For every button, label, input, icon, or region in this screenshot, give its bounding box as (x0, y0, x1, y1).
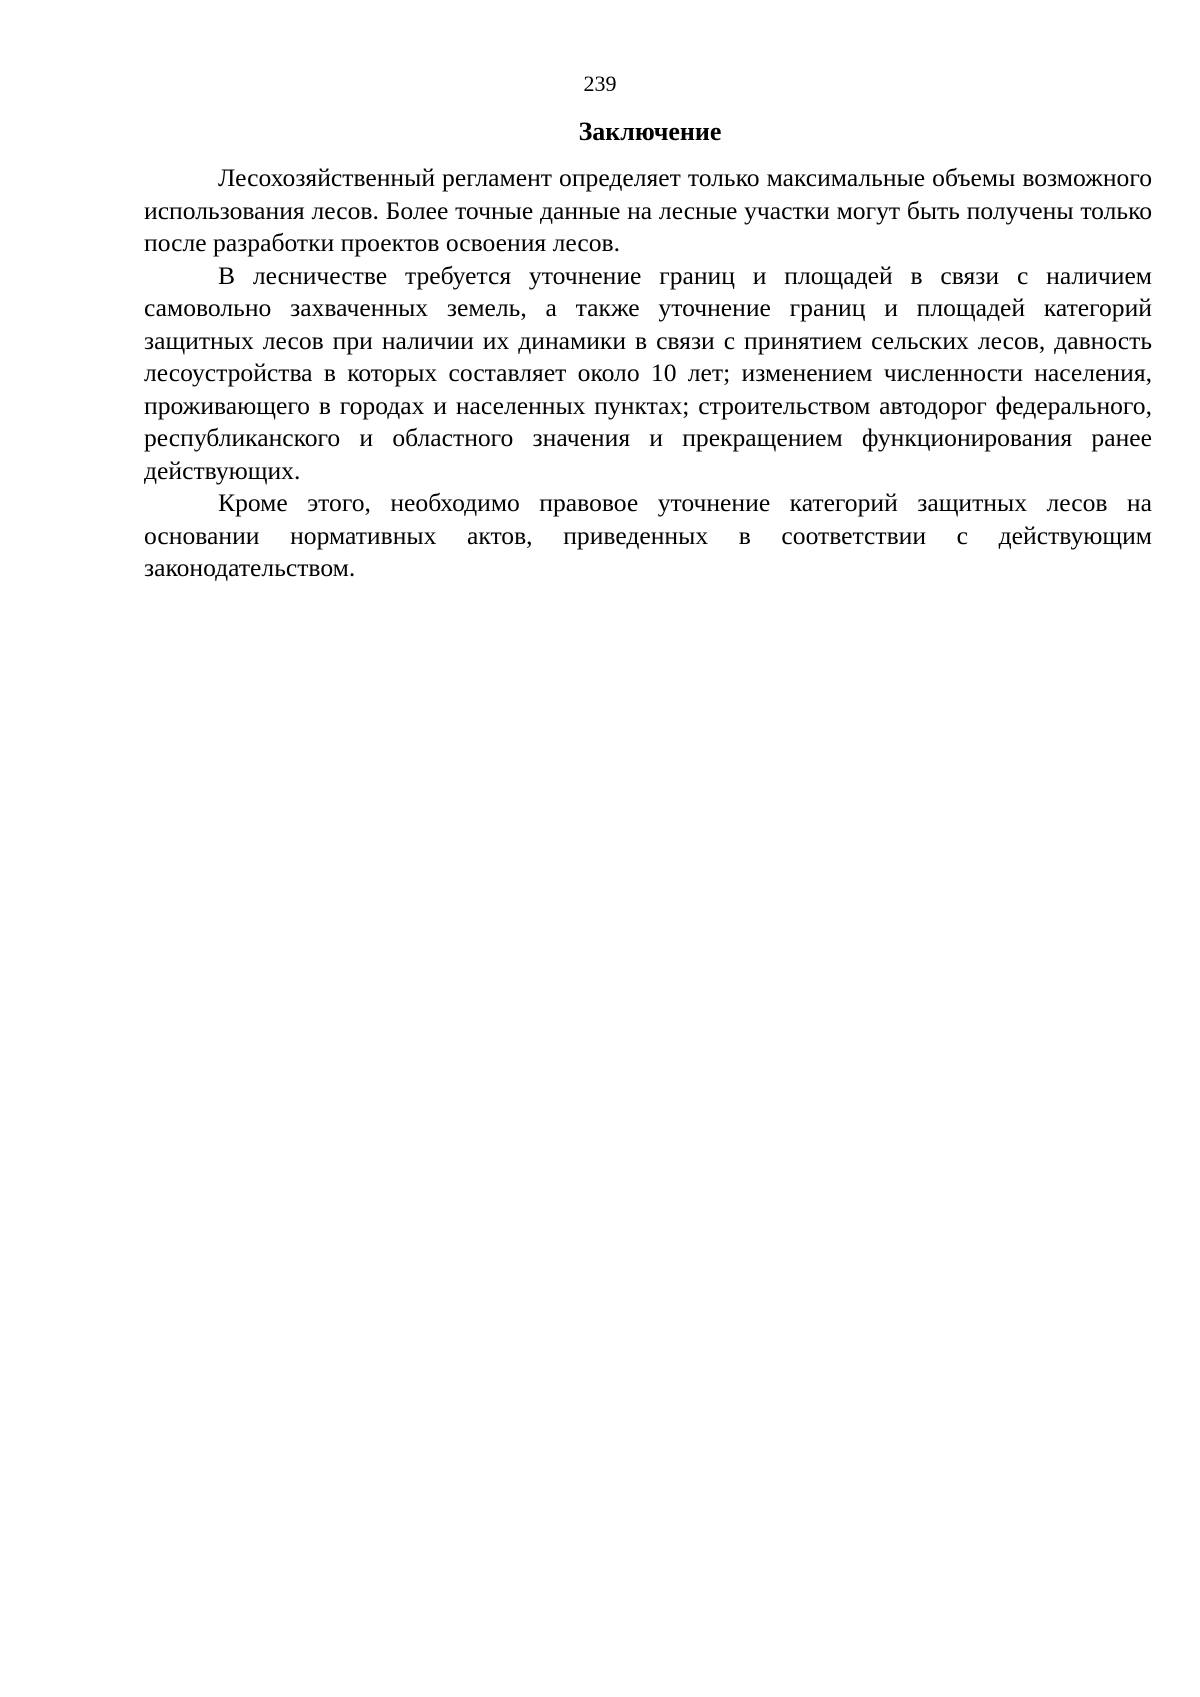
body-text (144, 162, 1152, 585)
paragraph-3: Кроме этого, необходимо правовое уточнение категорий защитных лесов на основании нормативных актов, приведенных в соответствии с действующим законодательством. (144, 488, 1152, 582)
page-number: 239 (583, 71, 617, 96)
section-heading: Заключение (578, 117, 722, 146)
paragraph-2: В лесничестве требуется уточнение границ и площадей в связи с наличием самовольно захваченных земель, а также уточнение границ и площадей категорий защитных лесов при наличии их динамики в связи с принятием сельских лесов, давность лесоустройства в которых составляет около 10 лет; изменением численности населения, проживающего в городах и населенных пунктах; строительством автодорог федерального, республиканского и областного значения и прекращением функционирования ранее действующих. (144, 260, 1152, 485)
paragraph-1: Лесохозяйственный регламент определяет только максимальные объемы возможного использования лесов. Более точные данные на лесные участки могут быть получены только после разработки проектов освоения лесов. (144, 163, 1152, 257)
